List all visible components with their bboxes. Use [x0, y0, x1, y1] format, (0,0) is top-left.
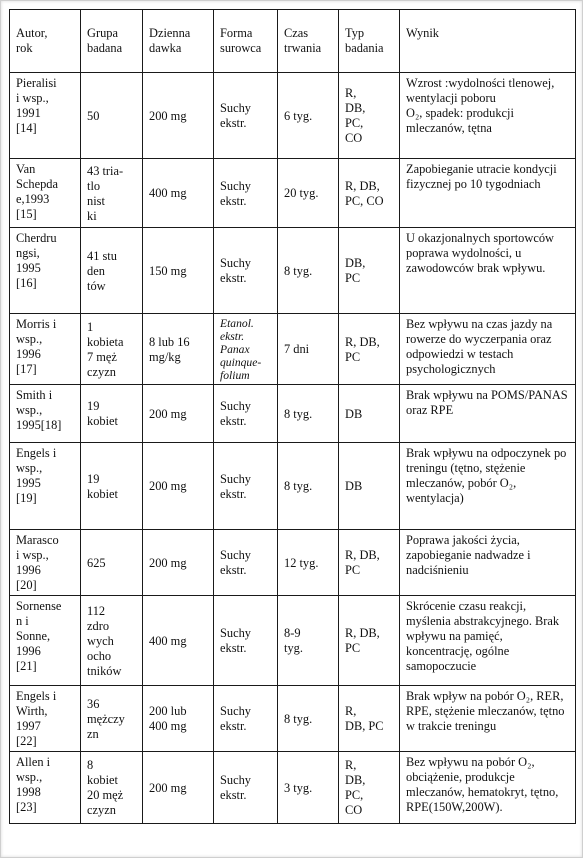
cell-dawka: 200 mg [143, 443, 214, 530]
cell-wynik: Skrócenie czasu reakcji, myślenia abstrakcyjnego. Brak wpływu na pamięć, koncentrację, ogólne samopoczucie [400, 596, 576, 686]
cell-wynik: Poprawa jakości życia, zapobieganie nadwadze i nadciśnieniu [400, 530, 576, 596]
cell-grupa: 112 zdro wych ocho tników [81, 596, 143, 686]
cell-grupa: 1 kobieta 7 męż czyzn [81, 314, 143, 385]
cell-wynik: Bez wpływu na pobór O₂, obciążenie, produkcje mleczanów, hematokryt, tętno, RPE(150W,200W). [400, 752, 576, 824]
cell-dawka: 200 lub 400 mg [143, 686, 214, 752]
ginseng-studies-table [9, 9, 576, 824]
table-row [10, 686, 576, 752]
cell-autor: Smith i wsp., 1995[18] [10, 385, 81, 443]
header-cell-czas: Czas trwania [278, 10, 339, 73]
cell-autor: Morris i wsp., 1996 [17] [10, 314, 81, 385]
cell-wynik: U okazjonalnych sportowców poprawa wydolności, u zawodowców brak wpływu. [400, 228, 576, 314]
cell-forma: Suchy ekstr. [214, 443, 278, 530]
cell-forma: Suchy ekstr. [214, 73, 278, 159]
cell-grupa: 19 kobiet [81, 385, 143, 443]
header-cell-dawka: Dzienna dawka [143, 10, 214, 73]
cell-dawka: 200 mg [143, 752, 214, 824]
cell-forma: Suchy ekstr. [214, 530, 278, 596]
header-cell-wynik: Wynik [400, 10, 576, 73]
cell-forma: Etanol. ekstr. Panax quinque- folium [214, 314, 278, 385]
cell-grupa: 36 mężczy zn [81, 686, 143, 752]
cell-typ: R, DB, PC, CO [339, 73, 400, 159]
cell-typ: R, DB, PC, CO [339, 752, 400, 824]
table-row [10, 443, 576, 530]
cell-dawka: 400 mg [143, 159, 214, 228]
cell-dawka: 8 lub 16 mg/kg [143, 314, 214, 385]
cell-dawka: 200 mg [143, 73, 214, 159]
header-cell-typ: Typ badania [339, 10, 400, 73]
cell-czas: 8 tyg. [278, 443, 339, 530]
cell-grupa: 625 [81, 530, 143, 596]
cell-dawka: 200 mg [143, 530, 214, 596]
cell-czas: 12 tyg. [278, 530, 339, 596]
cell-czas: 3 tyg. [278, 752, 339, 824]
cell-wynik: Brak wpływu na odpoczynek po treningu (tętno, stężenie mleczanów, pobór O₂, wentylacja) [400, 443, 576, 530]
cell-autor: Pieralisi i wsp., 1991 [14] [10, 73, 81, 159]
cell-autor: Sornense n i Sonne, 1996 [21] [10, 596, 81, 686]
cell-grupa: 43 tria- tlo nist ki [81, 159, 143, 228]
cell-czas: 8 tyg. [278, 385, 339, 443]
cell-grupa: 19 kobiet [81, 443, 143, 530]
cell-typ: R, DB, PC [339, 314, 400, 385]
cell-typ: R, DB, PC [339, 596, 400, 686]
cell-autor: Allen i wsp., 1998 [23] [10, 752, 81, 824]
cell-czas: 7 dni [278, 314, 339, 385]
table-row [10, 530, 576, 596]
table-row [10, 73, 576, 159]
cell-wynik: Zapobieganie utracie kondycji fizycznej po 10 tygodniach [400, 159, 576, 228]
cell-forma: Suchy ekstr. [214, 159, 278, 228]
cell-czas: 20 tyg. [278, 159, 339, 228]
table-row [10, 385, 576, 443]
cell-dawka: 200 mg [143, 385, 214, 443]
table-row [10, 596, 576, 686]
cell-czas: 6 tyg. [278, 73, 339, 159]
cell-typ: R, DB, PC [339, 686, 400, 752]
cell-forma: Suchy ekstr. [214, 228, 278, 314]
cell-autor: Cherdru ngsi, 1995 [16] [10, 228, 81, 314]
cell-grupa: 8 kobiet 20 męż czyzn [81, 752, 143, 824]
table-row [10, 752, 576, 824]
cell-dawka: 400 mg [143, 596, 214, 686]
cell-forma: Suchy ekstr. [214, 385, 278, 443]
cell-wynik: Bez wpływu na czas jazdy na rowerze do wyczerpania oraz odpowiedzi w testach psychologicznych [400, 314, 576, 385]
cell-typ: R, DB, PC, CO [339, 159, 400, 228]
cell-wynik: Brak wpływ na pobór O₂, RER, RPE, stężenie mleczanów, tętno w trakcie treningu [400, 686, 576, 752]
cell-autor: Van Schepda e,1993 [15] [10, 159, 81, 228]
cell-czas: 8 tyg. [278, 686, 339, 752]
cell-typ: R, DB, PC [339, 530, 400, 596]
cell-forma: Suchy ekstr. [214, 686, 278, 752]
cell-forma: Suchy ekstr. [214, 596, 278, 686]
table-row [10, 159, 576, 228]
cell-typ: DB, PC [339, 228, 400, 314]
cell-grupa: 50 [81, 73, 143, 159]
header-cell-grupa: Grupa badana [81, 10, 143, 73]
cell-autor: Marasco i wsp., 1996 [20] [10, 530, 81, 596]
header-row [10, 10, 576, 73]
cell-wynik: Brak wpływu na POMS/PANAS oraz RPE [400, 385, 576, 443]
cell-grupa: 41 stu den tów [81, 228, 143, 314]
header-cell-forma: Forma surowca [214, 10, 278, 73]
cell-wynik: Wzrost :wydolności tlenowej, wentylacji poboru O₂, spadek: produkcji mleczanów, tętna [400, 73, 576, 159]
cell-czas: 8-9 tyg. [278, 596, 339, 686]
cell-autor: Engels i Wirth, 1997 [22] [10, 686, 81, 752]
cell-forma: Suchy ekstr. [214, 752, 278, 824]
cell-typ: DB [339, 385, 400, 443]
cell-autor: Engels i wsp., 1995 [19] [10, 443, 81, 530]
cell-czas: 8 tyg. [278, 228, 339, 314]
cell-dawka: 150 mg [143, 228, 214, 314]
header-cell-autor: Autor, rok [10, 10, 81, 73]
table-row [10, 228, 576, 314]
cell-typ: DB [339, 443, 400, 530]
table-row [10, 314, 576, 385]
